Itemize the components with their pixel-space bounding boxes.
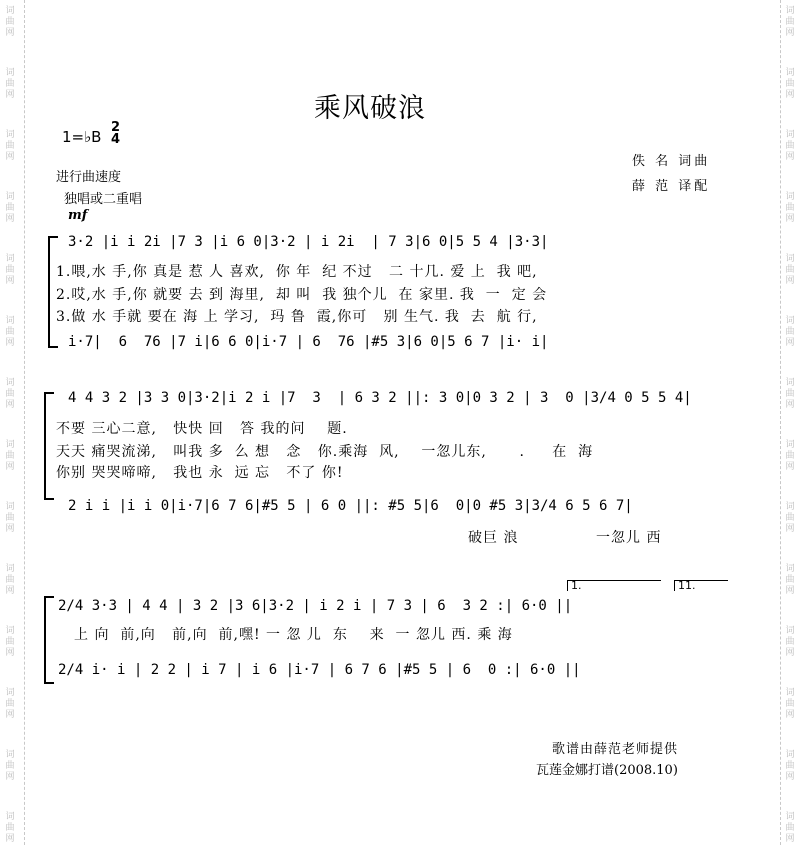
system2-melody: 4 4 3 2 |3 3 0|3·2|i 2 i |7 3 | 6 3 2 ||: 3 0|0 3 2 | 3 0 |3/4 0 5 5 4| bbox=[68, 390, 692, 406]
watermark-glyph-group: 词 曲 网 bbox=[785, 130, 795, 162]
system1-verse2: 2.哎,水 手,你 就要 去 到 海里, 却 叫 我 独个儿 在 家里. 我 一 定 会 bbox=[56, 287, 548, 303]
watermark-glyph-group: 词 曲 网 bbox=[5, 626, 15, 658]
left-border bbox=[24, 0, 25, 845]
song-title: 乘风破浪 bbox=[314, 93, 426, 124]
watermark-glyph-group: 词 曲 网 bbox=[785, 502, 795, 534]
system3-harmony: 2/4 i· i | 2 2 | i 7 | i 6 |i·7 | 6 7 6 |#5 5 | 6 0 :| 6·0 || bbox=[58, 662, 581, 678]
system2-verse2: 天天 痛哭流涕, 叫我 多 么 想 念 你.乘海 风, 一忽儿东, . 在 海 bbox=[56, 444, 594, 460]
system1-harmony: i·7| 6 76 |7 i|6 6 0|i·7 | 6 76 |#5 3|6 0|5 6 7 |i· i| bbox=[68, 334, 549, 350]
key-signature: 1=♭B bbox=[62, 128, 102, 146]
watermark-glyph-group: 词 曲 网 bbox=[785, 564, 795, 596]
watermark-glyph-group: 词 曲 网 bbox=[785, 812, 795, 844]
watermark-glyph-group: 词 曲 网 bbox=[5, 812, 15, 844]
system2-verse3: 你别 哭哭啼啼, 我也 永 远 忘 不了 你! bbox=[56, 465, 344, 481]
system2-harmony-lyric-1: 破巨 浪 bbox=[468, 530, 519, 546]
system3-melody: 2/4 3·3 | 4 4 | 3 2 |3 6|3·2 | i 2 i | 7 3 | 6 3 2 :| 6·0 || bbox=[58, 598, 573, 614]
watermark-glyph-group: 词 曲 网 bbox=[785, 440, 795, 472]
watermark-glyph-group: 词 曲 网 bbox=[5, 688, 15, 720]
watermark-glyph-group: 词 曲 网 bbox=[5, 564, 15, 596]
watermark-glyph-group: 词 曲 网 bbox=[785, 254, 795, 286]
system3-lyric: 上 向 前,向 前,向 前,嘿! 一 忽 儿 东 来 一 忽儿 西. 乘 海 bbox=[74, 627, 513, 643]
watermark-glyph-group: 词 曲 网 bbox=[785, 626, 795, 658]
watermark-glyph-group: 词 曲 网 bbox=[5, 6, 15, 38]
watermark-glyph-group: 词 曲 网 bbox=[785, 316, 795, 348]
translator-credit: 薛 范 译配 bbox=[632, 179, 711, 194]
watermark-glyph-group: 词 曲 网 bbox=[5, 502, 15, 534]
footer-provider: 歌谱由薛范老师提供 bbox=[552, 742, 679, 757]
system1-verse3: 3.做 水 手就 要在 海 上 学习, 玛 鲁 霞,你可 别 生气. 我 去 航 行, bbox=[56, 309, 538, 325]
system2-verse1: 不要 三心二意, 快快 回 答 我的问 题. bbox=[56, 421, 348, 437]
time-denominator: 4 bbox=[111, 132, 121, 147]
watermark-glyph-group: 词 曲 网 bbox=[785, 68, 795, 100]
system2-harmony: 2 i i |i i 0|i·7|6 7 6|#5 5 | 6 0 ||: #5 5|6 0|0 #5 3|3/4 6 5 6 7| bbox=[68, 498, 633, 514]
performance-note: 独唱或二重唱 bbox=[64, 192, 143, 207]
watermark-glyph-group: 词 曲 网 bbox=[785, 378, 795, 410]
watermark-glyph-group: 词 曲 网 bbox=[5, 378, 15, 410]
watermark-glyph-group: 词 曲 网 bbox=[785, 750, 795, 782]
composer-credit: 佚 名 词曲 bbox=[632, 154, 711, 169]
time-signature bbox=[111, 122, 120, 146]
watermark-glyph-group: 词 曲 网 bbox=[5, 130, 15, 162]
right-border bbox=[780, 0, 781, 845]
system1-verse1: 1.喂,水 手,你 真是 惹 人 喜欢, 你 年 纪 不过 二 十几. 爱 上 我 吧, bbox=[56, 264, 538, 280]
tempo-marking: 进行曲速度 bbox=[56, 170, 122, 185]
watermark-glyph-group: 词 曲 网 bbox=[5, 440, 15, 472]
system1-bracket bbox=[48, 236, 54, 348]
watermark-glyph-group: 词 曲 网 bbox=[785, 688, 795, 720]
watermark-glyph-group: 词 曲 网 bbox=[5, 192, 15, 224]
system3-bracket bbox=[44, 596, 50, 684]
watermark-glyph-group: 词 曲 网 bbox=[785, 192, 795, 224]
watermark-glyph-group: 词 曲 网 bbox=[5, 316, 15, 348]
first-ending: 1. bbox=[567, 580, 661, 591]
system1-melody: 3·2 |i i 2i |7 3 |i 6 0|3·2 | i 2i | 7 3|6 0|5 5 4 |3·3| bbox=[68, 234, 549, 250]
second-ending: 11. bbox=[674, 580, 728, 591]
system2-harmony-lyric-2: 一忽儿 西 bbox=[596, 530, 662, 546]
system2-bracket bbox=[44, 392, 50, 500]
footer-engraver: 瓦莲金娜打谱(2008.10) bbox=[536, 763, 678, 778]
watermark-glyph-group: 词 曲 网 bbox=[5, 68, 15, 100]
watermark-glyph-group: 词 曲 网 bbox=[5, 254, 15, 286]
watermark-glyph-group: 词 曲 网 bbox=[5, 750, 15, 782]
dynamic-marking: mf bbox=[68, 208, 88, 223]
watermark-glyph-group: 词 曲 网 bbox=[785, 6, 795, 38]
time-numerator: 2 bbox=[111, 120, 121, 135]
